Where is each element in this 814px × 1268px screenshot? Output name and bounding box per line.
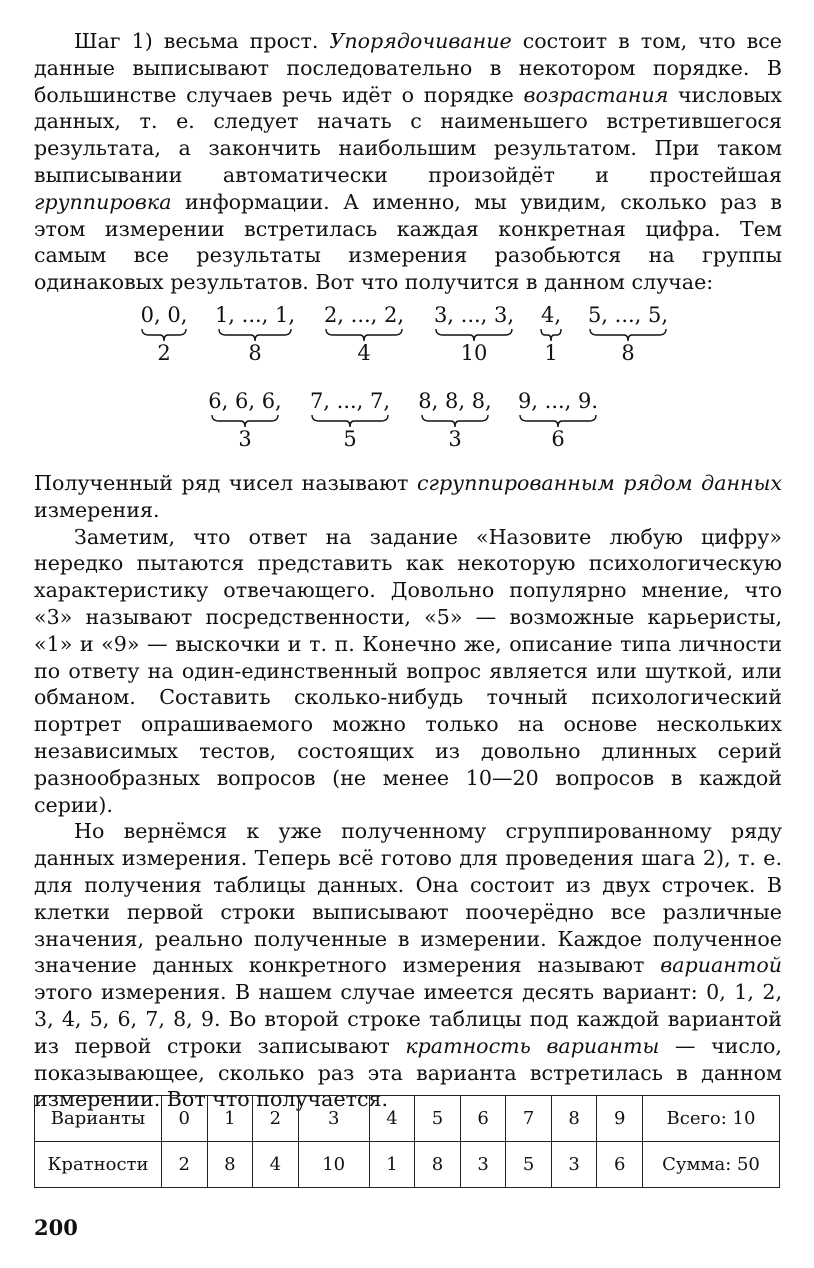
text: этого измерения. В нашем случае имеется десять вариант: 0, 1, 2, 3, 4, 5, 6, 7, 8, 9. Во второй строке таблицы под каждой вариантой из первой строки записывают	[34, 980, 782, 1058]
group-values: 2, ..., 2,	[323, 302, 405, 327]
group-count: 8	[248, 340, 262, 365]
data-table	[34, 1095, 780, 1188]
table-cell: 0	[162, 1096, 208, 1142]
group-values: 4,	[540, 302, 562, 327]
table-cell: 6	[460, 1096, 506, 1142]
table-cell: 3	[551, 1142, 597, 1188]
brace-icon	[421, 414, 489, 428]
group-values: 6, 6, 6,	[208, 388, 282, 413]
group	[204, 388, 286, 450]
term-variant: вариантой	[660, 953, 782, 978]
group	[414, 388, 496, 450]
table-cell: 5	[415, 1096, 461, 1142]
table-cell: 4	[253, 1142, 299, 1188]
group	[318, 302, 410, 364]
table-cell: 9	[597, 1096, 643, 1142]
group	[582, 302, 674, 364]
table-cell: 6	[597, 1142, 643, 1188]
group-count: 3	[448, 426, 462, 451]
group	[512, 388, 604, 450]
group-count: 6	[551, 426, 565, 451]
group-count: 10	[460, 340, 488, 365]
table-cell: 4	[369, 1096, 415, 1142]
group	[428, 302, 520, 364]
group-count: 2	[157, 340, 171, 365]
table-cell: 8	[415, 1142, 461, 1188]
row-label: Кратности	[35, 1142, 162, 1188]
table-cell: 1	[207, 1096, 253, 1142]
group-values: 7, ..., 7,	[309, 388, 391, 413]
brace-icon	[211, 414, 279, 428]
text: Шаг 1) весьма прост.	[74, 29, 330, 53]
group	[210, 302, 300, 364]
text: Полученный ряд чисел называют	[34, 470, 417, 495]
table-cell: 7	[506, 1096, 552, 1142]
paragraph-grouped-series	[34, 470, 782, 524]
text: состоит в том, что все данные выписывают последовательно в некотором порядке. В большинстве случаев речь идёт о порядке	[34, 29, 782, 107]
brace-icon	[540, 328, 562, 342]
brace-icon	[589, 328, 667, 342]
grouped-series-row-1	[34, 302, 782, 388]
group	[136, 302, 192, 364]
term-grouped-series: сгруппированным рядом данных	[417, 470, 782, 495]
group-values: 8, 8, 8,	[418, 388, 492, 413]
group-values: 1, ..., 1,	[214, 302, 296, 327]
group-count: 1	[544, 340, 558, 365]
table-cell: 2	[162, 1142, 208, 1188]
term-grouping: группировка	[34, 189, 172, 214]
table-cell: 3	[298, 1096, 369, 1142]
brace-icon	[435, 328, 513, 342]
text: числовых данных, т. е. следует начать с наименьшего встретившегося результата, а закончить наибольшим результатом. При таком выписывании автоматически произойдёт и простейшая	[34, 82, 782, 187]
group-count: 3	[238, 426, 252, 451]
group-values: 0, 0,	[140, 302, 188, 327]
table-row-multiplicities	[35, 1142, 780, 1188]
table-cell: 5	[506, 1142, 552, 1188]
term-multiplicity: кратность варианты	[405, 1033, 660, 1058]
paragraph-step2	[34, 818, 782, 1113]
page-number: 200	[34, 1215, 78, 1240]
group-count: 5	[343, 426, 357, 451]
row-label: Варианты	[35, 1096, 162, 1142]
brace-icon	[519, 414, 597, 428]
table-row-variants	[35, 1096, 780, 1142]
table-cell: 3	[460, 1142, 506, 1188]
table-cell: 2	[253, 1096, 299, 1142]
group	[534, 302, 568, 364]
text: — число, показывающее, сколько раз эта варианта встретилась в данном измерении. Вот что получается.	[34, 1033, 782, 1112]
brace-icon	[325, 328, 403, 342]
term-ordering: Упорядочивание	[329, 29, 512, 53]
table-cell: 10	[298, 1142, 369, 1188]
brace-icon	[311, 414, 389, 428]
group-count: 8	[621, 340, 635, 365]
table-cell: 1	[369, 1142, 415, 1188]
page-body	[34, 28, 782, 1113]
group-count: 4	[357, 340, 371, 365]
text: информации. А именно, мы увидим, сколько раз в этом измерении встретилась каждая конкретная цифра. Тем самым все результаты измерения разобьются на группы одинаковых результатов. Вот что получится в данном случае:	[34, 189, 782, 295]
brace-icon	[141, 328, 187, 342]
group-values: 5, ..., 5,	[587, 302, 669, 327]
row-total: Сумма: 50	[643, 1142, 780, 1188]
group-values: 9, ..., 9.	[517, 388, 599, 413]
text: измерения.	[34, 497, 160, 522]
text: Но вернёмся к уже полученному сгруппированному ряду данных измерения. Теперь всё готово для проведения шага 2), т. е. для получения таблицы данных. Она состоит из двух строчек. В клетки первой строки выписывают поочерёдно все различные значения, реально полученные в измерении. Каждое полученное значение данных конкретного измерения называют	[34, 819, 782, 978]
paragraph-step1	[34, 28, 782, 296]
row-total: Всего: 10	[643, 1096, 780, 1142]
paragraph-psychology: Заметим, что ответ на задание «Назовите любую цифру» нередко пытаются представить как некоторую психологическую характеристику отвечающего. Довольно популярно мнение, что «3» называют посредственности, «5» — возможные карьеристы, «1» и «9» — выскочки и т. п. Конечно же, описание типа личности по ответу на один-единственный вопрос является или шуткой, или обманом. Составить сколько-нибудь точный психологический портрет опрашиваемого можно только на основе нескольких независимых тестов, состоящих из довольно длинных серий разнообразных вопросов (не менее 10—20 вопросов в каждой серии).	[34, 524, 782, 817]
brace-icon	[218, 328, 292, 342]
group	[304, 388, 396, 450]
table-cell: 8	[551, 1096, 597, 1142]
term-ascending: возрастания	[523, 82, 669, 107]
table-cell: 8	[207, 1142, 253, 1188]
grouped-series-row-2	[34, 388, 782, 474]
group-values: 3, ..., 3,	[433, 302, 515, 327]
